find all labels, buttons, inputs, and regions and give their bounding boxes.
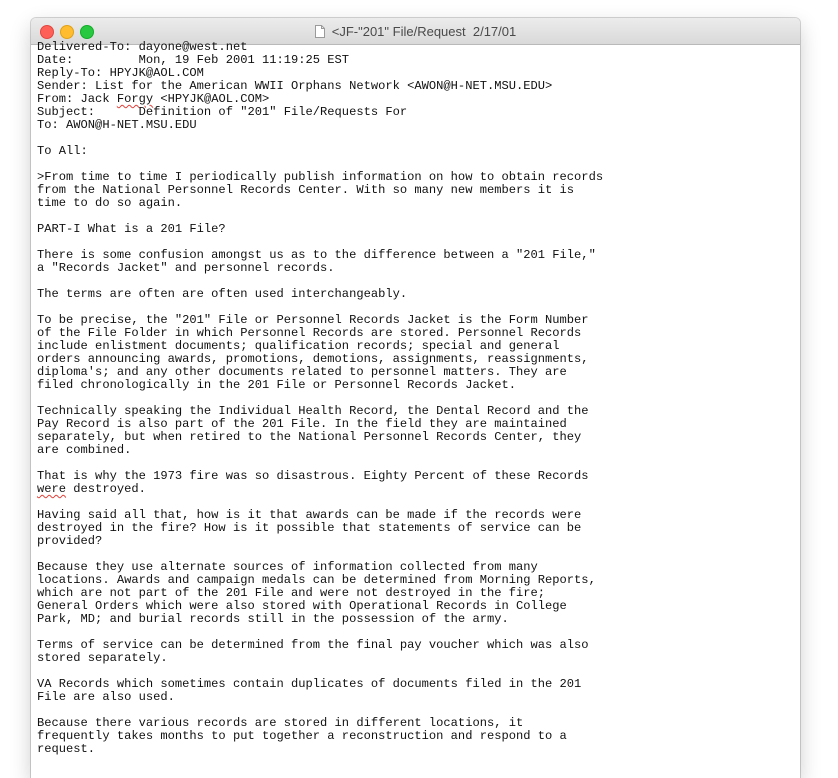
- text-line: Subject: Definition of "201" File/Requests For: [37, 105, 408, 119]
- text-line: are combined.: [37, 443, 132, 457]
- text-line: The terms are often are often used interchangeably.: [37, 287, 408, 301]
- text-line: orders announcing awards, promotions, demotions, assignments, reassignments,: [37, 352, 589, 366]
- text-line: separately, but when retired to the National Personnel Records Center, they: [37, 430, 582, 444]
- text-line: Pay Record is also part of the 201 File. In the field they are maintained: [37, 417, 567, 431]
- text-line: >From time to time I periodically publish information on how to obtain records: [37, 170, 604, 184]
- text-line: Date: Mon, 19 Feb 2001 11:19:25 EST: [37, 53, 350, 67]
- text-line: which are not part of the 201 File and were not destroyed in the fire;: [37, 586, 546, 600]
- text-line: PART-I What is a 201 File?: [37, 222, 226, 236]
- text-line: time to do so again.: [37, 196, 183, 210]
- text-line: Terms of service can be determined from the final pay voucher which was also: [37, 638, 589, 652]
- text-line: Because there various records are stored in different locations, it: [37, 716, 524, 730]
- text-line: frequently takes months to put together a reconstruction and respond to a: [37, 729, 567, 743]
- text-line: include enlistment documents; qualification records; special and general: [37, 339, 560, 353]
- text-line: locations. Awards and campaign medals can be determined from Morning Reports,: [37, 573, 596, 587]
- text-line: Sender: List for the American WWII Orphans Network <AWON@H-NET.MSU.EDU>: [37, 79, 553, 93]
- text-line: [37, 132, 792, 145]
- document-text-area[interactable]: [37, 41, 792, 756]
- text-line: provided?: [37, 534, 103, 548]
- text-line: Technically speaking the Individual Health Record, the Dental Record and the: [37, 404, 589, 418]
- text-line: were destroyed.: [37, 482, 146, 496]
- text-line: of the File Folder in which Personnel Records are stored. Personnel Records: [37, 326, 582, 340]
- close-window-button[interactable]: [40, 25, 54, 39]
- text-line: diploma's; and any other documents related to personnel matters. They are: [37, 365, 567, 379]
- text-line: File are also used.: [37, 690, 175, 704]
- text-line: Because they use alternate sources of information collected from many: [37, 560, 538, 574]
- text-line: From: Jack Forgy <HPYJK@AOL.COM>: [37, 92, 270, 106]
- text-line: General Orders which were also stored with Operational Records in College: [37, 599, 567, 613]
- text-line: VA Records which sometimes contain duplicates of documents filed in the 201: [37, 677, 582, 691]
- text-line: from the National Personnel Records Center. With so many new members it is: [37, 183, 575, 197]
- misspelled-word[interactable]: Forgy: [116, 92, 154, 106]
- text-line: stored separately.: [37, 651, 168, 665]
- text-editor-window: [31, 18, 800, 778]
- text-line: request.: [37, 742, 96, 756]
- text-line: destroyed in the fire? How is it possible that statements of service can be: [37, 521, 582, 535]
- text-line: To: AWON@H-NET.MSU.EDU: [37, 118, 197, 132]
- text-line: There is some confusion amongst us as to the difference between a "201 File,": [37, 248, 596, 262]
- text-line: Reply-To: HPYJK@AOL.COM: [37, 66, 204, 80]
- misspelled-word[interactable]: were: [37, 482, 67, 496]
- text-line: Having said all that, how is it that awards can be made if the records were: [37, 508, 582, 522]
- text-line: To All:: [37, 144, 88, 158]
- zoom-window-button[interactable]: [80, 25, 94, 39]
- text-line: filed chronologically in the 201 File or Personnel Records Jacket.: [37, 378, 516, 392]
- text-line: That is why the 1973 fire was so disastrous. Eighty Percent of these Records: [37, 469, 589, 483]
- minimize-window-button[interactable]: [60, 25, 74, 39]
- text-line: Delivered-To: dayone@west.net: [37, 40, 248, 54]
- text-line: To be precise, the "201" File or Personnel Records Jacket is the Form Number: [37, 313, 589, 327]
- text-line: a "Records Jacket" and personnel records.: [37, 261, 335, 275]
- document-icon[interactable]: [315, 25, 325, 38]
- window-title: <JF-"201" File/Request 2/17/01: [331, 23, 517, 39]
- text-line: Park, MD; and burial records still in the possession of the army.: [37, 612, 509, 626]
